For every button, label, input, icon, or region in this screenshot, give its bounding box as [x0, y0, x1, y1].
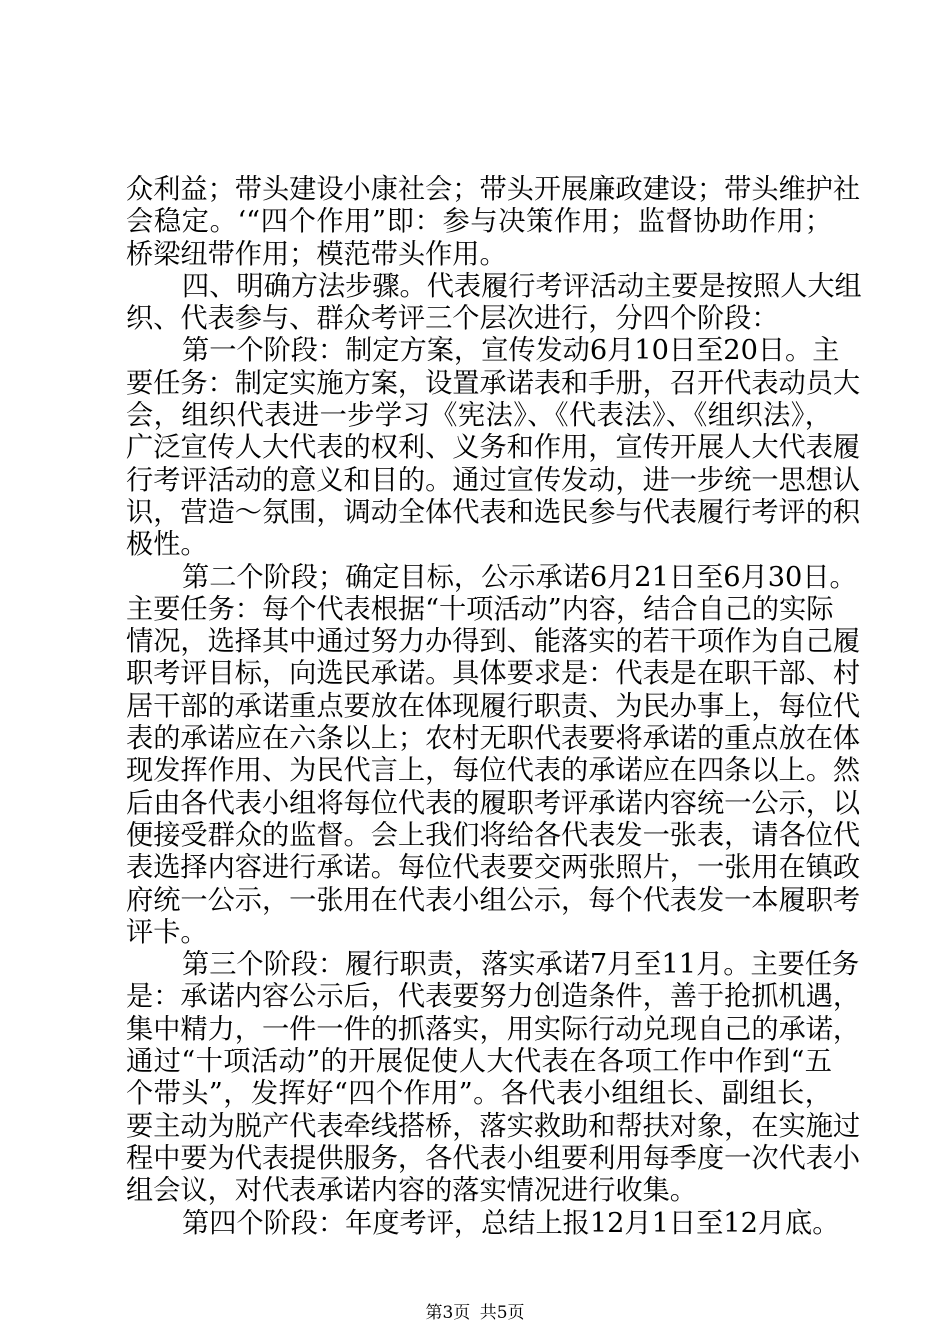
text-line: 行考评活动的意义和目的。通过宣传发动，进一步统一思想认 — [126, 464, 861, 496]
text-line: 程中要为代表提供服务，各代表小组要利用每季度一次代表小 — [126, 1142, 861, 1174]
text-line: 是：承诺内容公示后，代表要努力创造条件，善于抢抓机遇， — [126, 981, 861, 1013]
text-line: 众利益；带头建设小康社会；带头开展廉政建设；带头维护社 — [126, 174, 861, 205]
text-line: 后由各代表小组将每位代表的履职考评承诺内容统一公示，以 — [126, 787, 861, 819]
page-total: 共5页 — [479, 1303, 525, 1323]
text-line: 会，组织代表进一步学习《宪法》、《代表法》、《组织法》， — [126, 400, 832, 432]
text-line: 第一个阶段：制定方案，宣传发动6月10日至20日。主 — [182, 335, 840, 367]
text-line: 极性。 — [126, 529, 208, 561]
text-line: 集中精力，一件一件的抓落实，用实际行动兑现自己的承诺， — [126, 1013, 861, 1045]
text-line: 个带头”，发挥好“四个作用”。各代表小组组长、副组长， — [126, 1078, 832, 1110]
text-line: 情况，选择其中通过努力办得到、能落实的若干项作为自己履 — [126, 626, 861, 658]
text-line: 居干部的承诺重点要放在体现履行职责、为民办事上，每位代 — [126, 690, 861, 722]
text-line: 主要任务：每个代表根据“十项活动”内容，结合自己的实际 — [126, 593, 834, 625]
text-line: 识，营造～氛围，调动全体代表和选民参与代表履行考评的积 — [126, 496, 861, 528]
document-body — [126, 174, 862, 1240]
text-line: 要任务：制定实施方案，设置承诺表和手册，召开代表动员大 — [126, 367, 861, 399]
text-line: 织、代表参与、群众考评三个层次进行，分四个阶段： — [126, 303, 779, 335]
text-line: 会稳定。‘“四个作用”即：参与决策作用；监督协助作用； — [126, 206, 832, 238]
text-line: 表选择内容进行承诺。每位代表要交两张照片，一张用在镇政 — [126, 852, 861, 884]
text-line: 评卡。 — [126, 916, 208, 948]
text-line: 府统一公示，一张用在代表小组公示，每个代表发一本履职考 — [126, 884, 861, 916]
text-line: 四、明确方法步骤。代表履行考评活动主要是按照人大组 — [182, 270, 862, 302]
text-line: 要主动为脱产代表牵线搭桥，落实救助和帮扶对象，在实施过 — [126, 1110, 861, 1142]
page-footer — [0, 1302, 950, 1324]
text-line: 便接受群众的监督。会上我们将给各代表发一张表，请各位代 — [126, 819, 861, 851]
text-line: 现发挥作用、为民代言上，每位代表的承诺应在四条以上。然 — [126, 755, 861, 787]
text-line: 通过“十项活动”的开展促使人大代表在各项工作中作到“五 — [126, 1046, 832, 1078]
text-line: 职考评目标，向选民承诺。具体要求是：代表是在职干部、村 — [126, 658, 861, 690]
page-number: 第3页 — [425, 1303, 471, 1323]
text-line: 第三个阶段：履行职责，落实承诺7月至11月。主要任务 — [182, 949, 860, 981]
text-line: 广泛宣传人大代表的权利、义务和作用，宣传开展人大代表履 — [126, 432, 861, 464]
text-line: 桥梁纽带作用；模范带头作用。 — [126, 238, 507, 270]
text-line: 表的承诺应在六条以上；农村无职代表要将承诺的重点放在体 — [126, 723, 861, 755]
text-line: 第四个阶段：年度考评，总结上报12月1日至12月底。 — [182, 1207, 840, 1239]
text-line: 第二个阶段；确定目标，公示承诺6月21日至6月30日。 — [182, 561, 857, 593]
text-line: 组会议，对代表承诺内容的落实情况进行收集。 — [126, 1175, 697, 1207]
